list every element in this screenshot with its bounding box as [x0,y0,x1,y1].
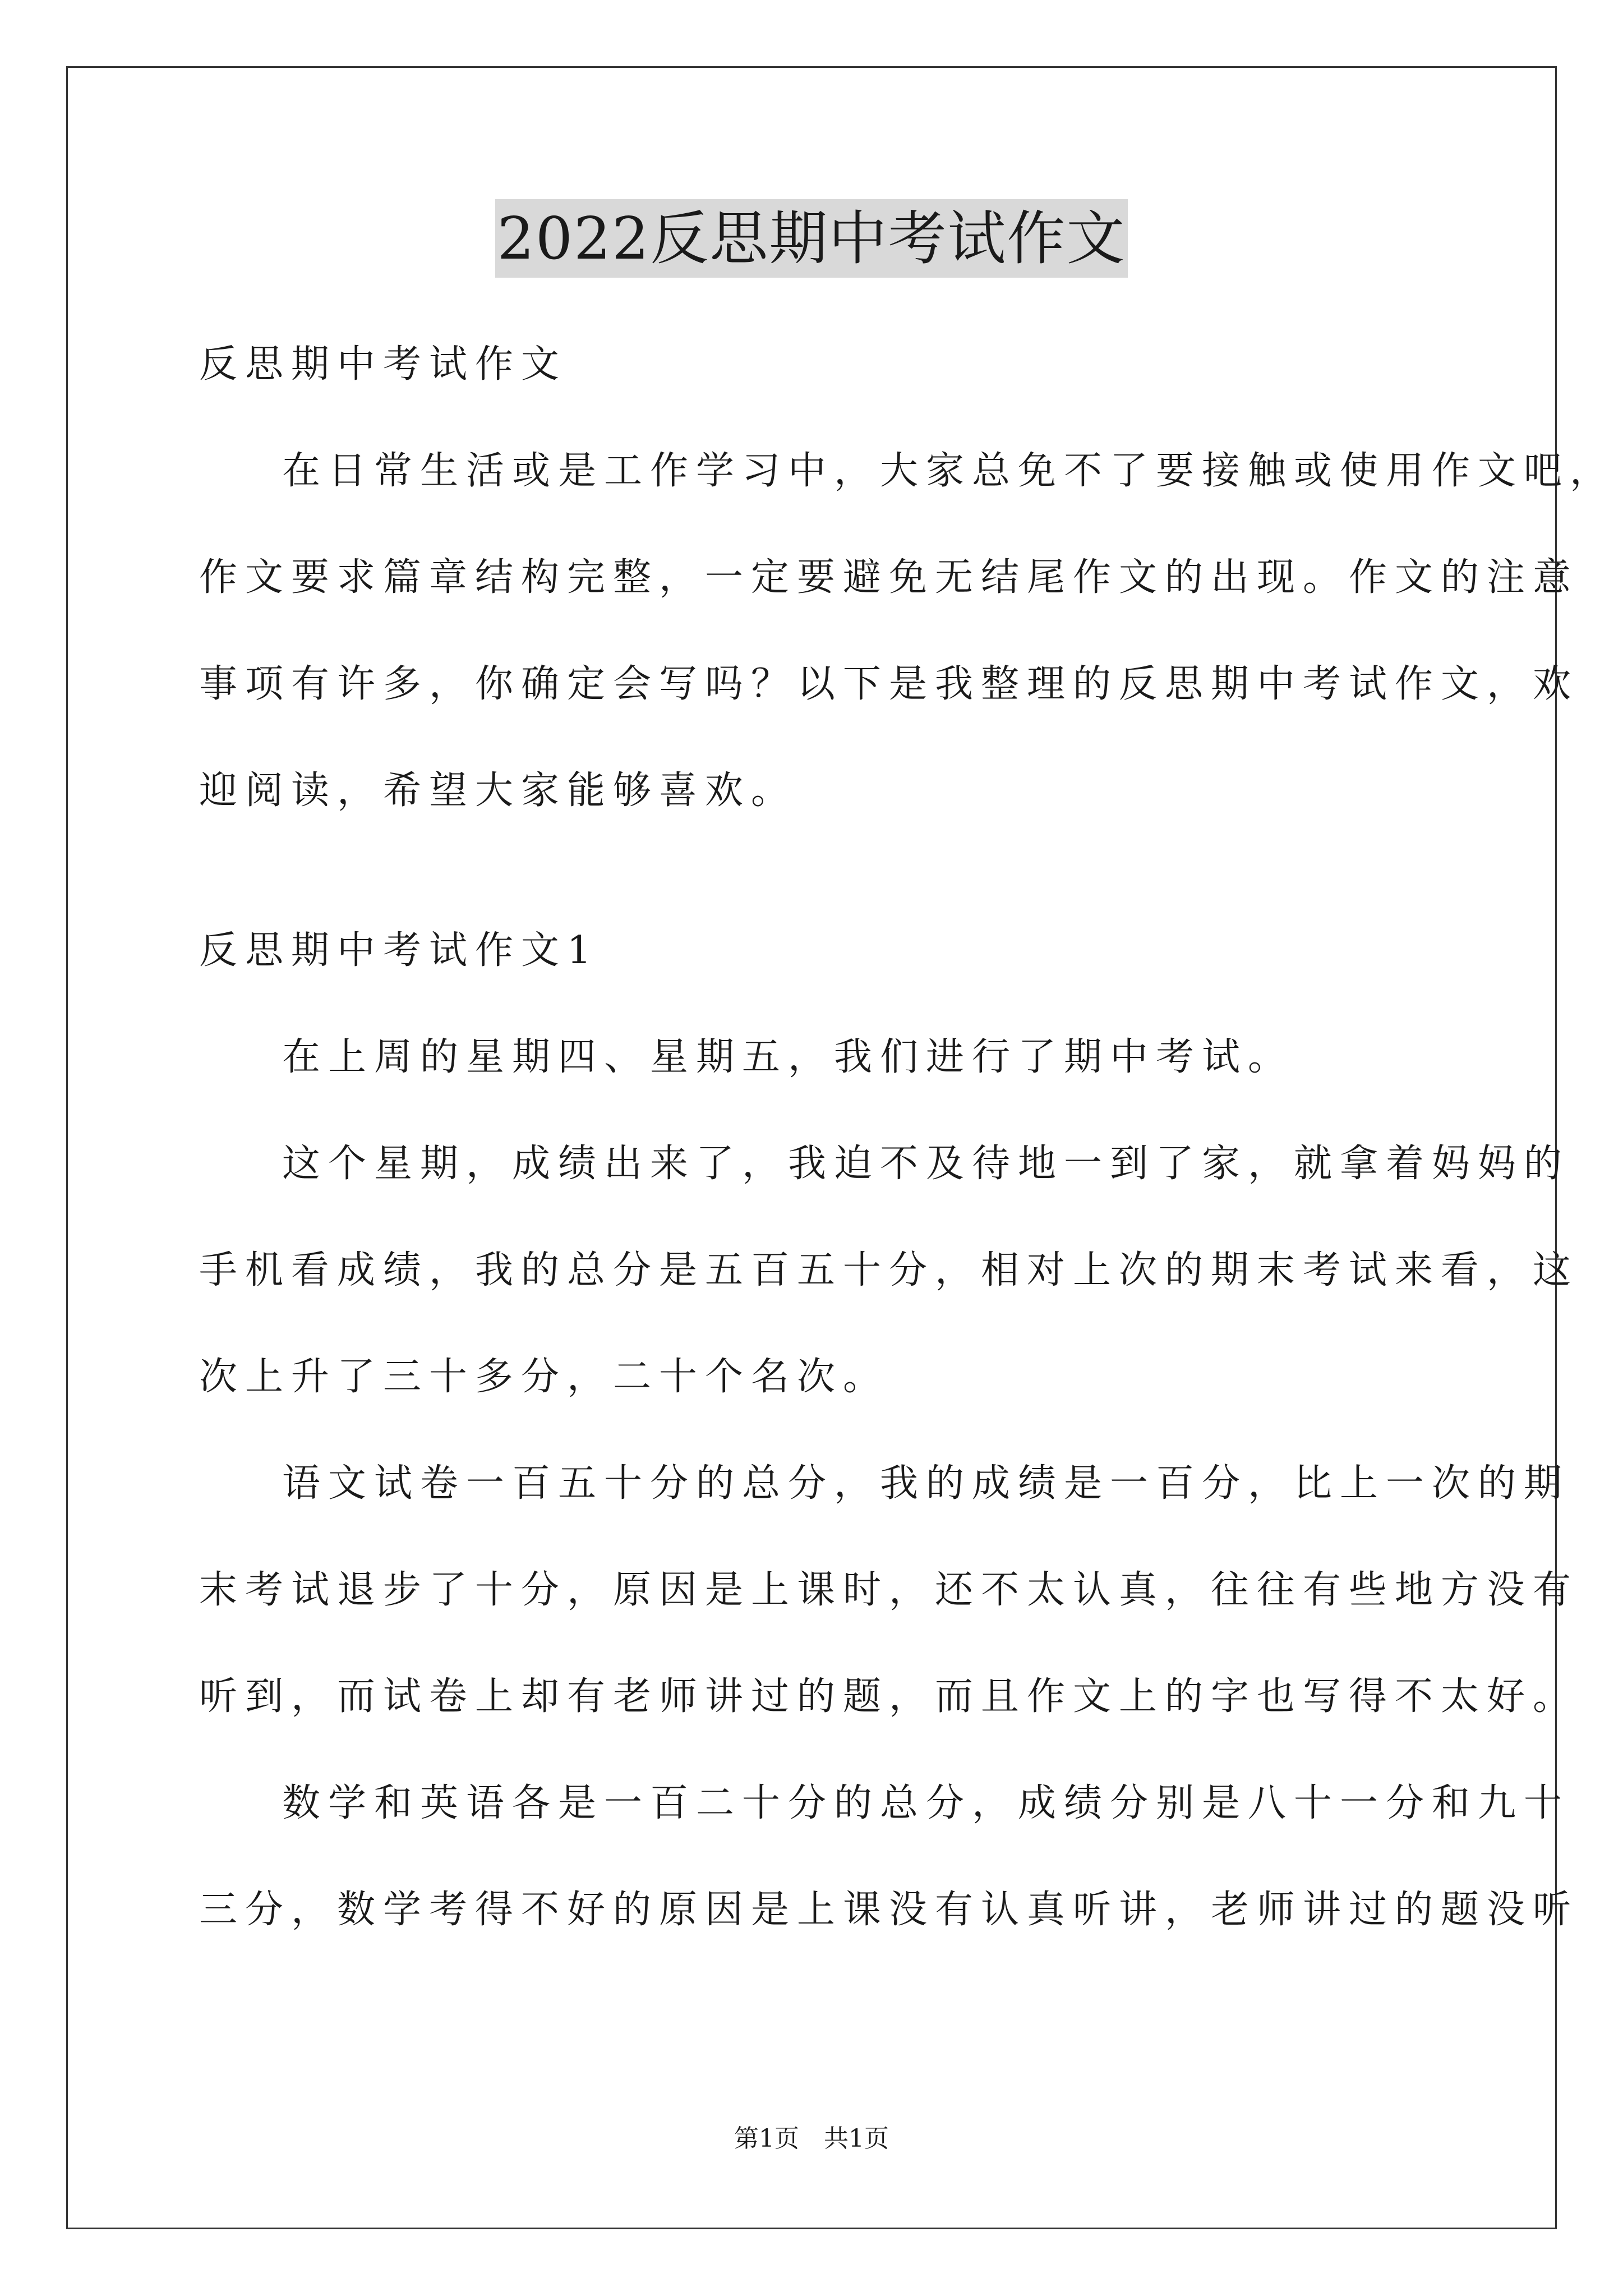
section-heading: 反思期中考试作文 [199,342,568,386]
paragraph-line: 在上周的星期四、星期五，我们进行了期中考试。 [282,1035,1294,1079]
document-body [199,311,1616,1963]
paragraph-line: 手机看成绩，我的总分是五百五十分，相对上次的期末考试来看，这 [199,1248,1579,1292]
spacer [199,844,1433,898]
paragraph-line: 迎阅读，希望大家能够喜欢。 [199,769,797,813]
title-container [0,199,1623,278]
paragraph-line: 在日常生活或是工作学习中，大家总免不了要接触或使用作文吧， [282,449,1616,493]
paragraph-line: 数学和英语各是一百二十分的总分，成绩分别是八十一分和九十 [282,1781,1570,1825]
paragraph-line: 听到，而试卷上却有老师讲过的题，而且作文上的字也写得不太好。 [199,1674,1579,1719]
document-title: 2022反思期中考试作文 [495,199,1128,278]
paragraph-line: 次上升了三十多分，二十个名次。 [199,1355,889,1399]
paragraph-line: 这个星期，成绩出来了，我迫不及待地一到了家，就拿着妈妈的 [282,1142,1570,1186]
paragraph-line: 作文要求篇章结构完整，一定要避免无结尾作文的出现。作文的注意 [199,555,1579,600]
paragraph-line: 事项有许多，你确定会写吗？以下是我整理的反思期中考试作文，欢 [199,662,1579,706]
paragraph-line: 末考试退步了十分，原因是上课时，还不太认真，往往有些地方没有 [199,1568,1579,1612]
paragraph-line: 语文试卷一百五十分的总分，我的成绩是一百分，比上一次的期 [282,1461,1570,1506]
page-number-footer: 第1页 共1页 [734,2124,889,2153]
paragraph-line: 三分，数学考得不好的原因是上课没有认真听讲，老师讲过的题没听 [199,1888,1579,1932]
section-heading: 反思期中考试作文1 [199,928,600,973]
